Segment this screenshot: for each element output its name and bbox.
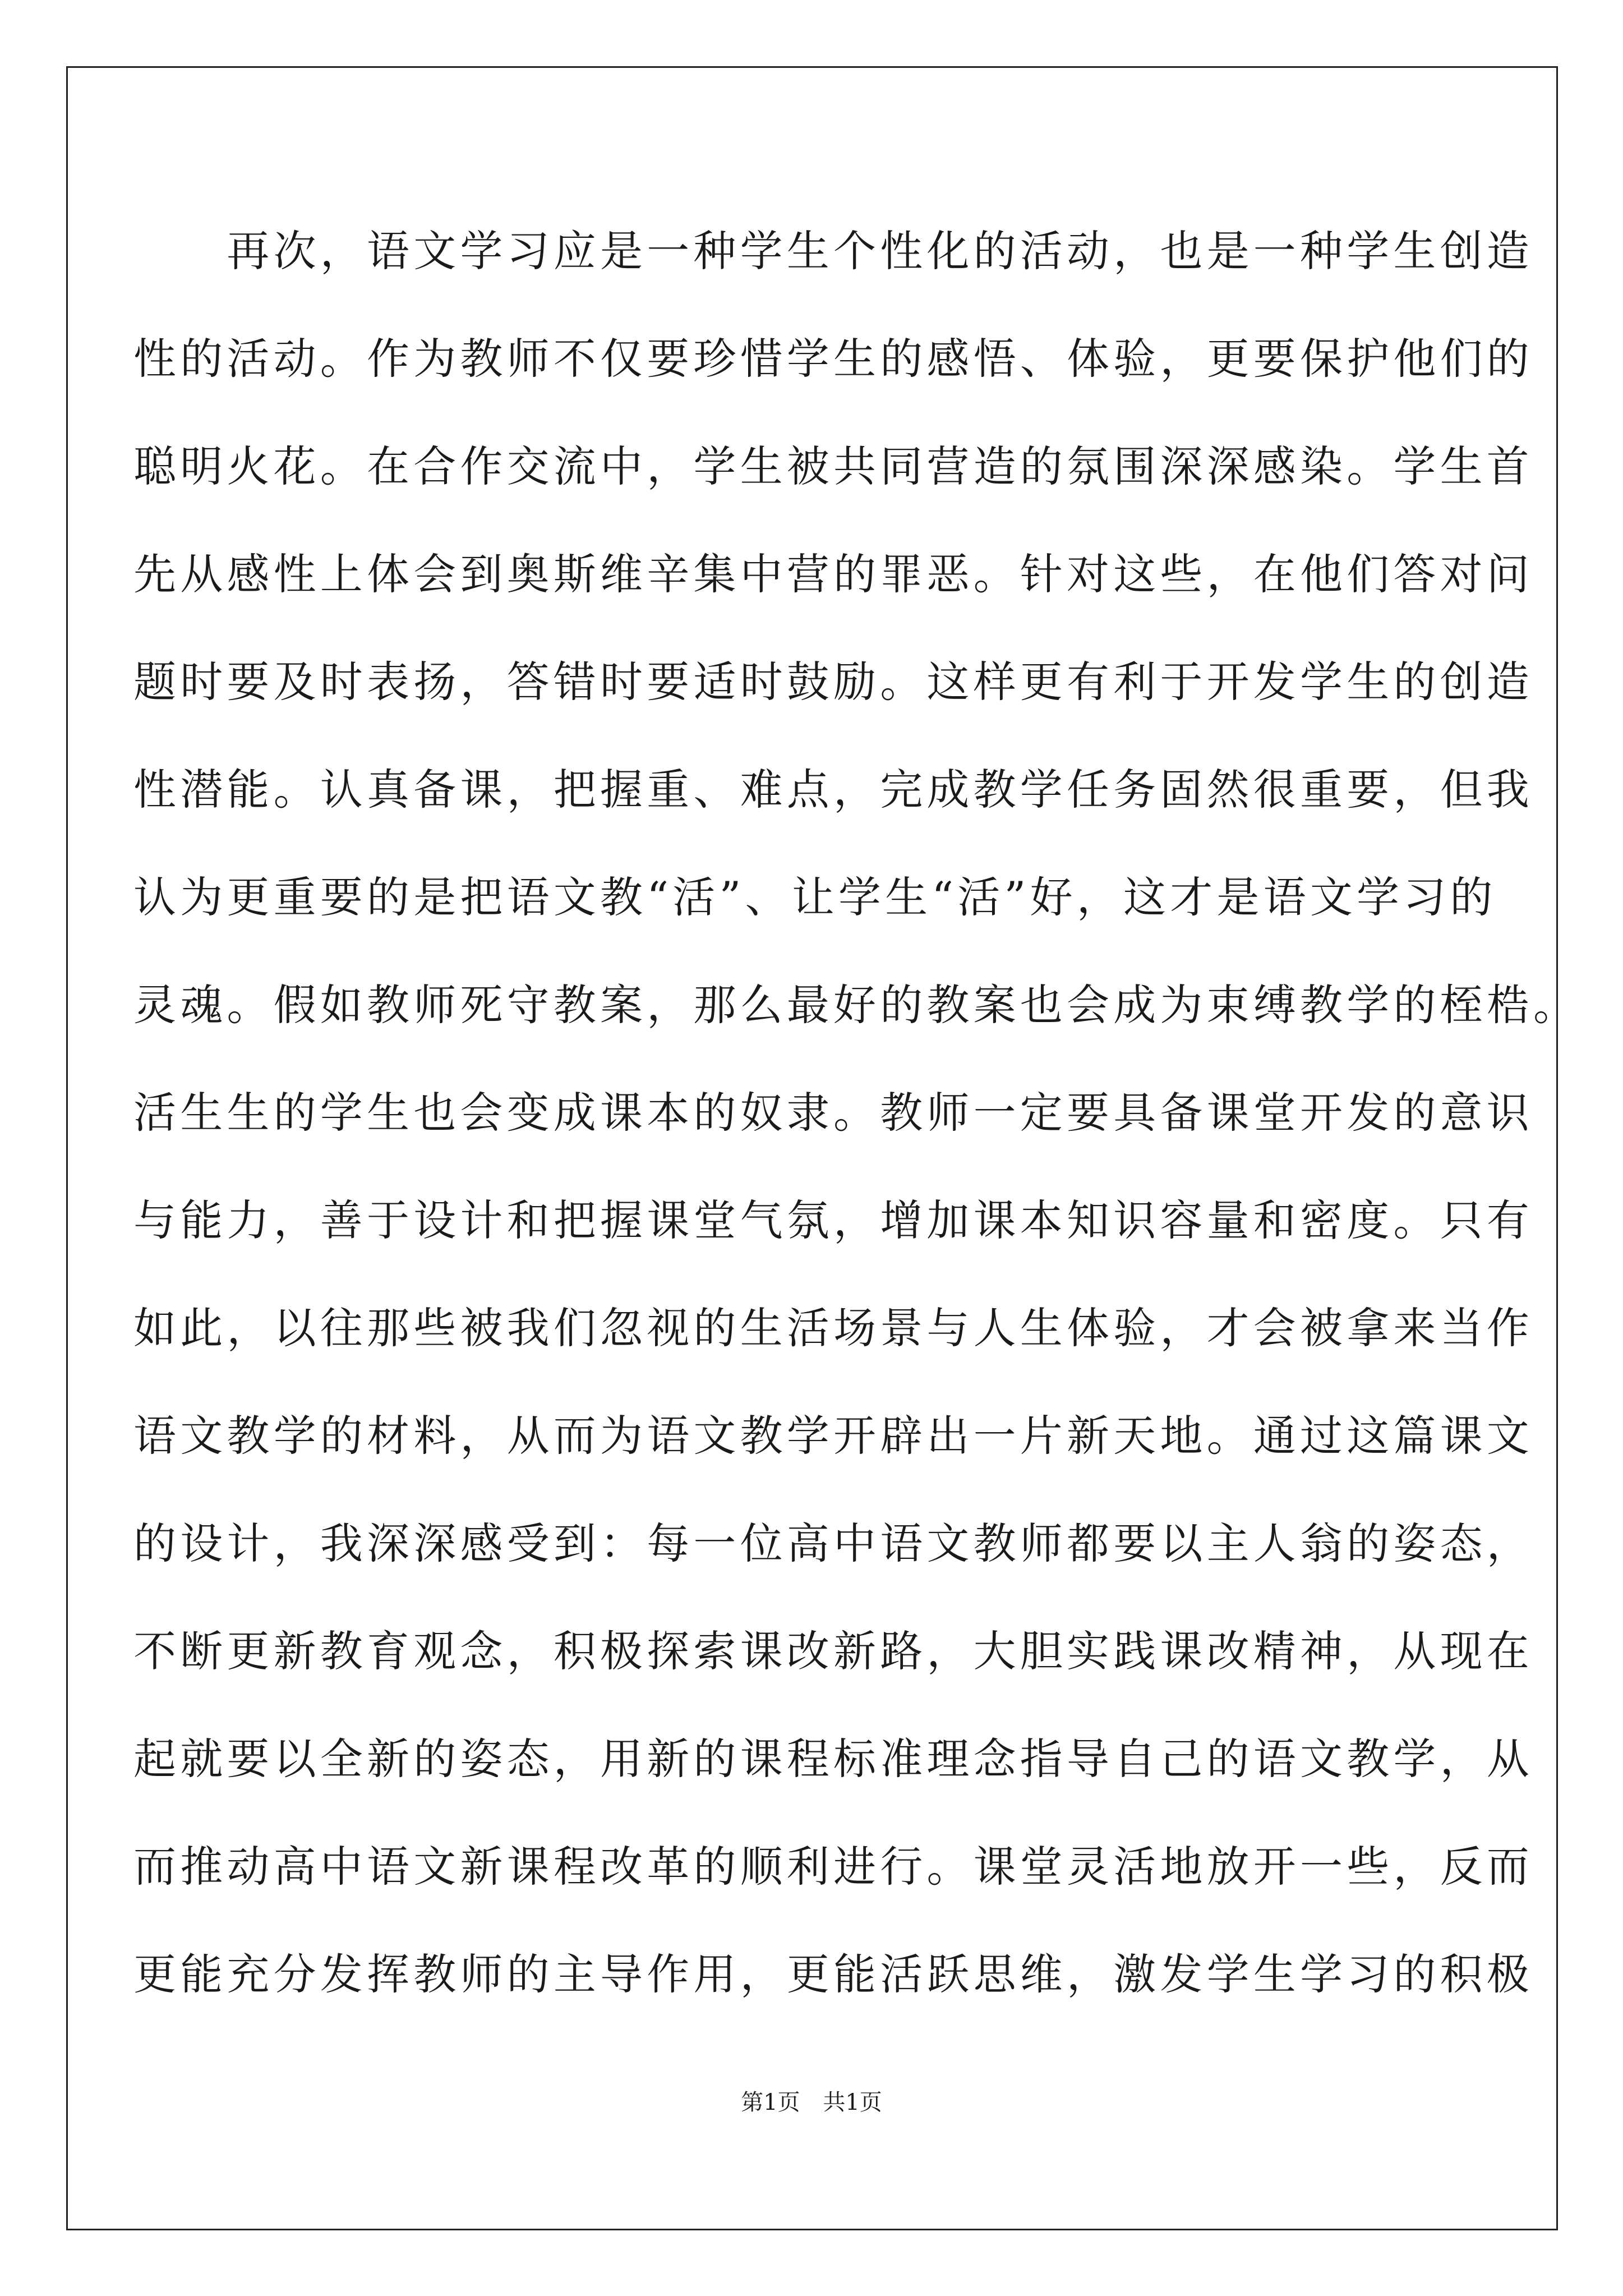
text-line: 再次，语文学习应是一种学生个性化的活动，也是一种学生创造: [133, 226, 1533, 276]
text-line: 而推动高中语文新课程改革的顺利进行。课堂灵活地放开一些，反而: [133, 1842, 1533, 1892]
text-line: 认为更重要的是把语文教“活”、让学生“活”好，这才是语文学习的: [133, 872, 1497, 922]
page-number: 第1页: [741, 2090, 800, 2115]
text-line: 更能充分发挥教师的主导作用，更能活跃思维，激发学生学习的积极: [133, 1949, 1533, 1999]
text-line: 起就要以全新的姿态，用新的课程标准理念指导自己的语文教学，从: [133, 1734, 1533, 1784]
text-line: 的设计，我深深感受到：每一位高中语文教师都要以主人翁的姿态，: [133, 1519, 1533, 1568]
text-line: 性潜能。认真备课，把握重、难点，完成教学任务固然很重要，但我: [133, 765, 1533, 815]
text-line: 不断更新教育观念，积极探索课改新路，大胆实践课改精神，从现在: [133, 1626, 1533, 1676]
text-line: 与能力，善于设计和把握课堂气氛，增加课本知识容量和密度。只有: [133, 1195, 1533, 1245]
text-line: 题时要及时表扬，答错时要适时鼓励。这样更有利于开发学生的创造: [133, 657, 1533, 707]
page-footer: [0, 2086, 1623, 2119]
text-line: 如此，以往那些被我们忽视的生活场景与人生体验，才会被拿来当作: [133, 1303, 1533, 1353]
text-line: 聪明火花。在合作交流中，学生被共同营造的氛围深深感染。学生首: [133, 441, 1533, 491]
text-line: 灵魂。假如教师死守教案，那么最好的教案也会成为束缚教学的桎梏。: [133, 980, 1580, 1030]
text-line: 语文教学的材料，从而为语文教学开辟出一片新天地。通过这篇课文: [133, 1411, 1533, 1461]
text-line: 活生生的学生也会变成课本的奴隶。教师一定要具备课堂开发的意识: [133, 1088, 1533, 1138]
text-line: 先从感性上体会到奥斯维辛集中营的罪恶。针对这些，在他们答对问: [133, 549, 1533, 599]
page-border: [66, 66, 1558, 2230]
text-line: 性的活动。作为教师不仅要珍惜学生的感悟、体验，更要保护他们的: [133, 334, 1533, 384]
page-total: 共1页: [823, 2090, 882, 2115]
